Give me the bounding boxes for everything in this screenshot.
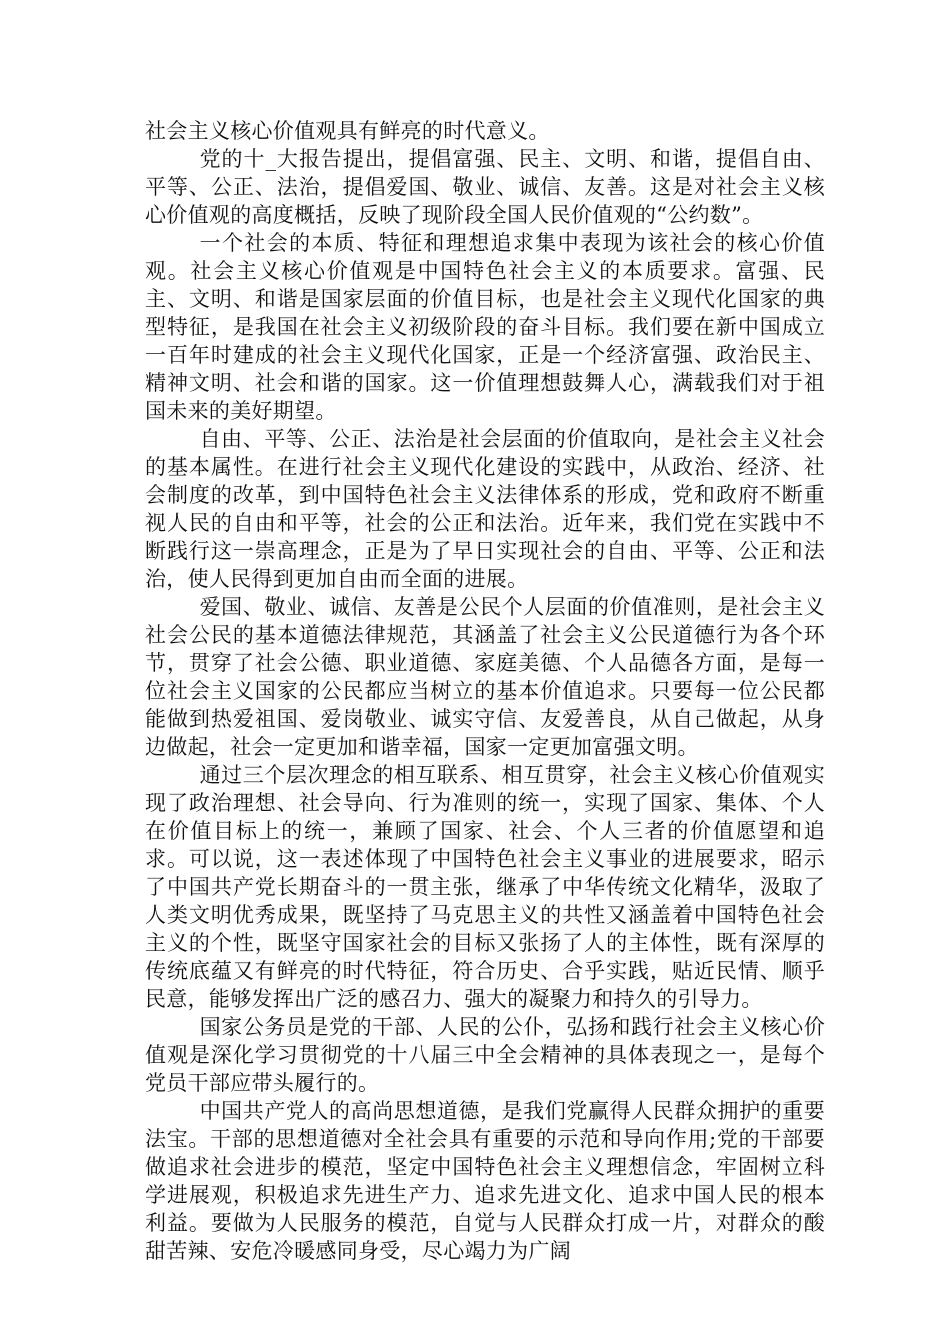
paragraph-2: 党的十_大报告提出，提倡富强、民主、文明、和谐，提倡自由、平等、公正、法治，提倡爱国、敬业、诚信、友善。这是对社会主义核心价值观的高度概括，反映了现阶段全国人民价值观的“公约数”。 (145, 147, 825, 227)
paragraph-7: 国家公务员是党的干部、人民的公仆，弘扬和践行社会主义核心价值观是深化学习贯彻党的十八届三中全会精神的具体表现之一，是每个党员干部应带头履行的。 (145, 1015, 825, 1095)
paragraph-4: 自由、平等、公正、法治是社会层面的价值取向，是社会主义社会的基本属性。在进行社会主义现代化建设的实践中，从政治、经济、社会制度的改革，到中国特色社会主义法律体系的形成，党和政府不断重视人民的自由和平等，社会的公正和法治。近年来，我们党在实践中不断践行这一崇高理念，正是为了早日实现社会的自由、平等、公正和法治，使人民得到更加自由而全面的进展。 (145, 427, 825, 591)
document-body (145, 117, 825, 1265)
paragraph-8: 中国共产党人的高尚思想道德，是我们党赢得人民群众拥护的重要法宝。干部的思想道德对全社会具有重要的示范和导向作用;党的干部要做追求社会进步的模范，坚定中国特色社会主义理想信念，牢固树立科学进展观，积极追求先进生产力、追求先进文化、追求中国人民的根本利益。要做为人民服务的模范，自觉与人民群众打成一片，对群众的酸甜苦辣、安危冷暖感同身受，尽心竭力为广阔 (145, 1099, 825, 1263)
paragraph-5: 爱国、敬业、诚信、友善是公民个人层面的价值准则，是社会主义社会公民的基本道德法律规范，其涵盖了社会主义公民道德行为各个环节，贯穿了社会公德、职业道德、家庭美德、个人品德各方面，是每一位社会主义国家的公民都应当树立的基本价值追求。只要每一位公民都能做到热爱祖国、爱岗敬业、诚实守信、友爱善良，从自己做起，从身边做起，社会一定更加和谐幸福，国家一定更加富强文明。 (145, 595, 825, 759)
paragraph-3: 一个社会的本质、特征和理想追求集中表现为该社会的核心价值观。社会主义核心价值观是中国特色社会主义的本质要求。富强、民主、文明、和谐是国家层面的价值目标，也是社会主义现代化国家的典型特征，是我国在社会主义初级阶段的奋斗目标。我们要在新中国成立一百年时建成的社会主义现代化国家，正是一个经济富强、政治民主、精神文明、社会和谐的国家。这一价值理想鼓舞人心，满载我们对于祖国未来的美好期望。 (145, 231, 825, 423)
paragraph-6: 通过三个层次理念的相互联系、相互贯穿，社会主义核心价值观实现了政治理想、社会导向、行为准则的统一，实现了国家、集体、个人在价值目标上的统一，兼顾了国家、社会、个人三者的价值愿望和追求。可以说，这一表述体现了中国特色社会主义事业的进展要求，昭示了中国共产党长期奋斗的一贯主张，继承了中华传统文化精华，汲取了人类文明优秀成果，既坚持了马克思主义的共性又涵盖着中国特色社会主义的个性，既坚守国家社会的目标又张扬了人的主体性，既有深厚的传统底蕴又有鲜亮的时代特征，符合历史、合乎实践，贴近民情、顺乎民意，能够发挥出广泛的感召力、强大的凝聚力和持久的引导力。 (145, 763, 825, 1011)
paragraph-1: 社会主义核心价值观具有鲜亮的时代意义。 (145, 119, 550, 143)
